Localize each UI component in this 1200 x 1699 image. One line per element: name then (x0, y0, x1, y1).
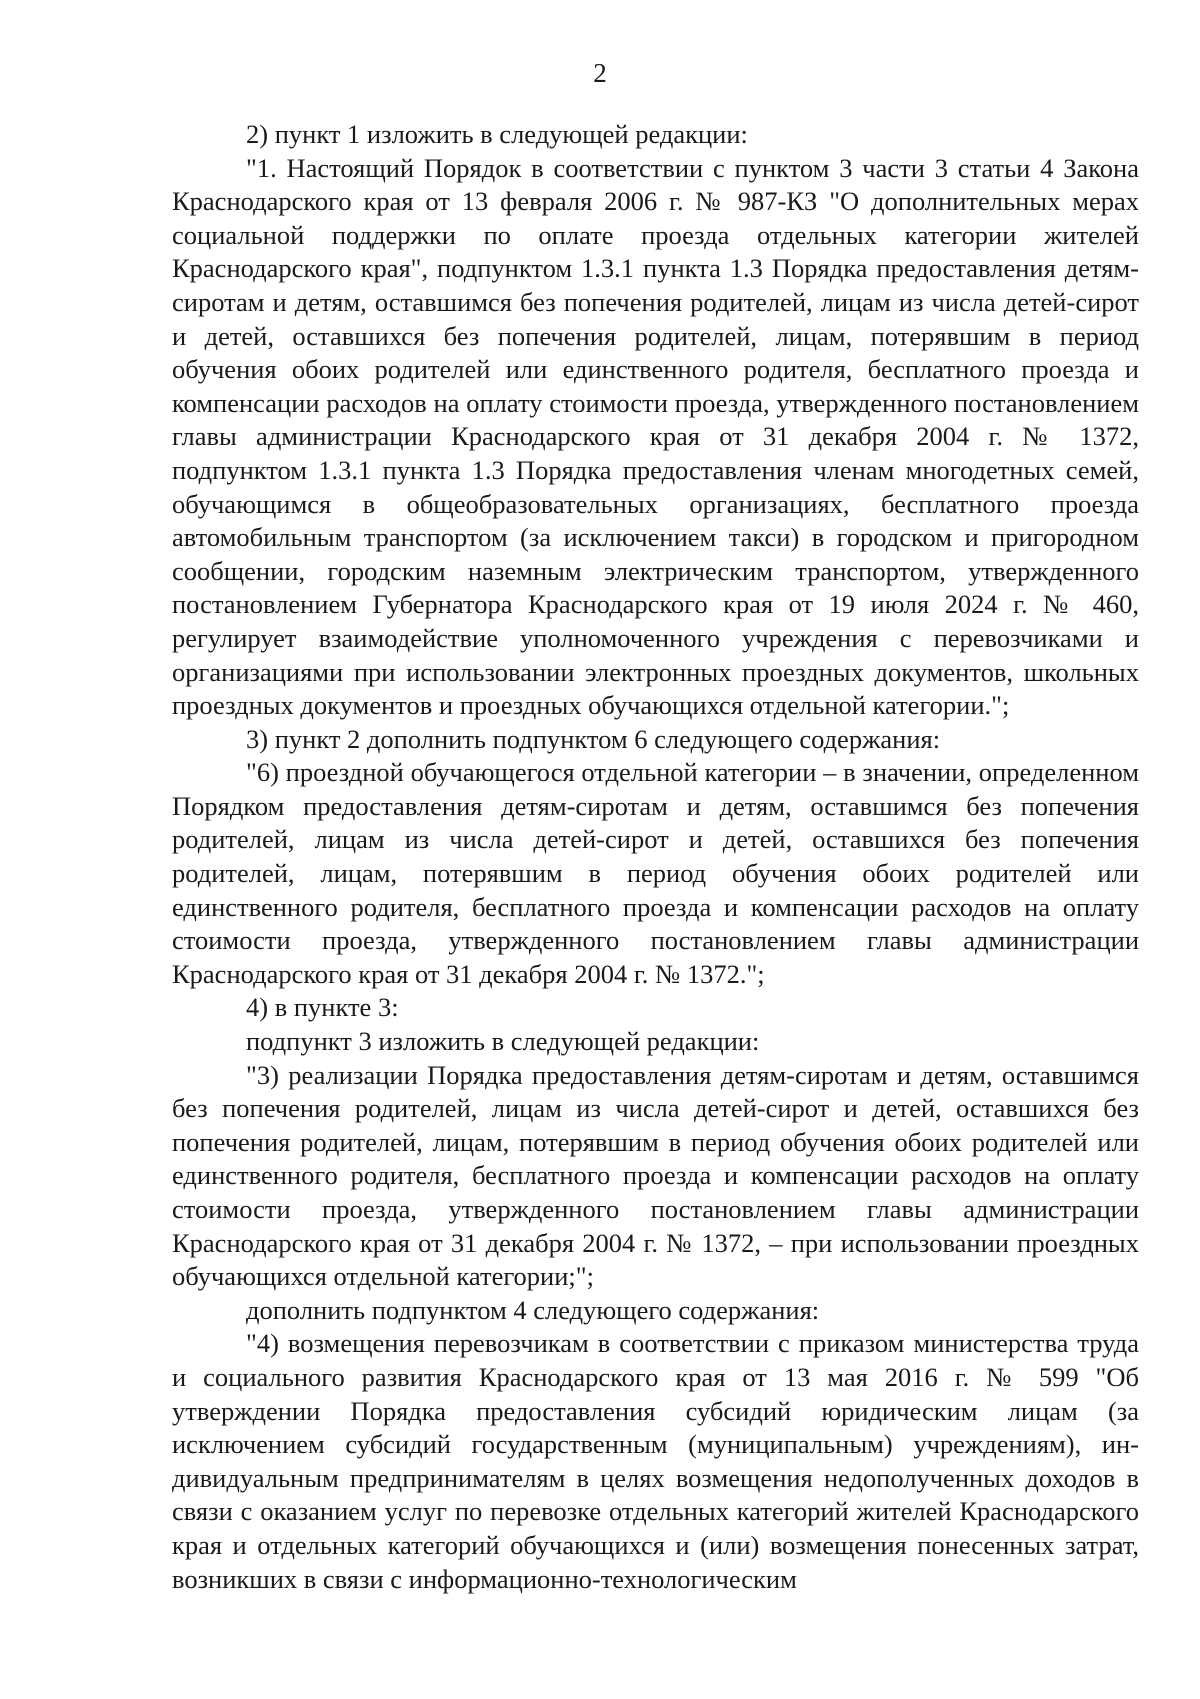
document-body (172, 118, 1139, 1596)
paragraph-item-2: 2) пункт 1 изложить в следующей редакции: (246, 119, 748, 149)
paragraph-subitem-3-text: "3) реализации Порядка предоставления детям-сиротам и детям, оставшимся без попечения родителей, лицам из числа детей-сирот и детей, оставшихся без попечения родителей, лицам, потерявшим в период обучения обоих родителей или единственного родителя, бесплатного проезда и компенсации расходов на оплату стоимости проезда, утвержденного постановлением главы администрации Краснодарского края от 31 декабря 2004 г. № 1372, – при использовании проездных обучающихся отдельной категории;"; (172, 1059, 1139, 1292)
page-number: 2 (593, 58, 607, 88)
paragraph-subitem-4-text: "4) возмещения перевозчикам в соответствии с приказом министерства труда и социального развития Краснодарского края от 13 мая 2016 г. № 599 "Об утверждении Порядка предоставления субсидий юридическим лицам (за исключением субсидий государственным (муниципальным) учреждениям), индивидуальным предпринимателям в целях возмещения недополученных доходов в связи с оказанием услуг по перевозке отдельных категорий жителей Краснодарского края и отдельных категорий обучающихся и (или) возмещения понесенных затрат, возникших в связи с информационно-технологическим (172, 1328, 1139, 1594)
paragraph-item-4: 4) в пункте 3: (246, 992, 399, 1023)
paragraph-item-3-text: "6) проездной обучающегося отдельной категории – в значении, определенном Порядком предоставления детям-сиротам и детям, оставшимся без попечения родителей, лицам из числа детей-сирот и детей, оставшихся без попечения родителей, лицам, потерявшим в период обучения обоих родителей или единственного родителя, бесплатного проезда и компенсации расходов на оплату стоимости проезда, утвержденного постановлением главы администрации Краснодарского края от 31 декабря 2004 г. № 1372."; (172, 757, 1139, 989)
paragraph-item-3: 3) пункт 2 дополнить подпунктом 6 следующего содержания: (246, 723, 941, 754)
paragraph-subitem-3-heading: подпункт 3 изложить в следующей редакции: (246, 1026, 760, 1057)
paragraph-item-2-text: "1. Настоящий Порядок в соответствии с пунктом 3 части 3 статьи 4 Закона Краснодарского края от 13 февраля 2006 г. № 987-КЗ "О дополнительных мерах социальной поддержки по оплате проезда отдельных категории жителей Краснодарского края", подпунктом 1.3.1 пункта 1.3 Порядка предоставления детям-сиротам и детям, оставшимся без попечения родителей, лицам из числа детей-сирот и детей, оставшихся без попечения родителей, лицам, потерявшим в период обучения обоих родителей или единственного родителя, бесплатного проезда и компенсации расходов на оплату стоимости проезда, утвержденного постановлением главы администрации Краснодарского края от 31 декабря 2004 г. № 1372, подпунктом 1.3.1 пункта 1.3 Порядка предоставления членам многодетных семей, обучающимся в общеобразовательных организациях, бесплатного проезда автомобильным транспортом (за исключением такси) в городском и пригородном сообщении, городским наземным электрическим транспортом, утвержденного постановлением Губернатора Краснодарского края от 19 июля 2024 г. № 460, регулирует взаимодействие уполномоченного учреждения с перевозчиками и организациями при использовании электронных проездных документов, школьных проездных документов и проездных обучающихся отдельной категории."; (172, 152, 1139, 721)
paragraph-subitem-4-heading: дополнить подпунктом 4 следующего содержания: (246, 1294, 820, 1325)
